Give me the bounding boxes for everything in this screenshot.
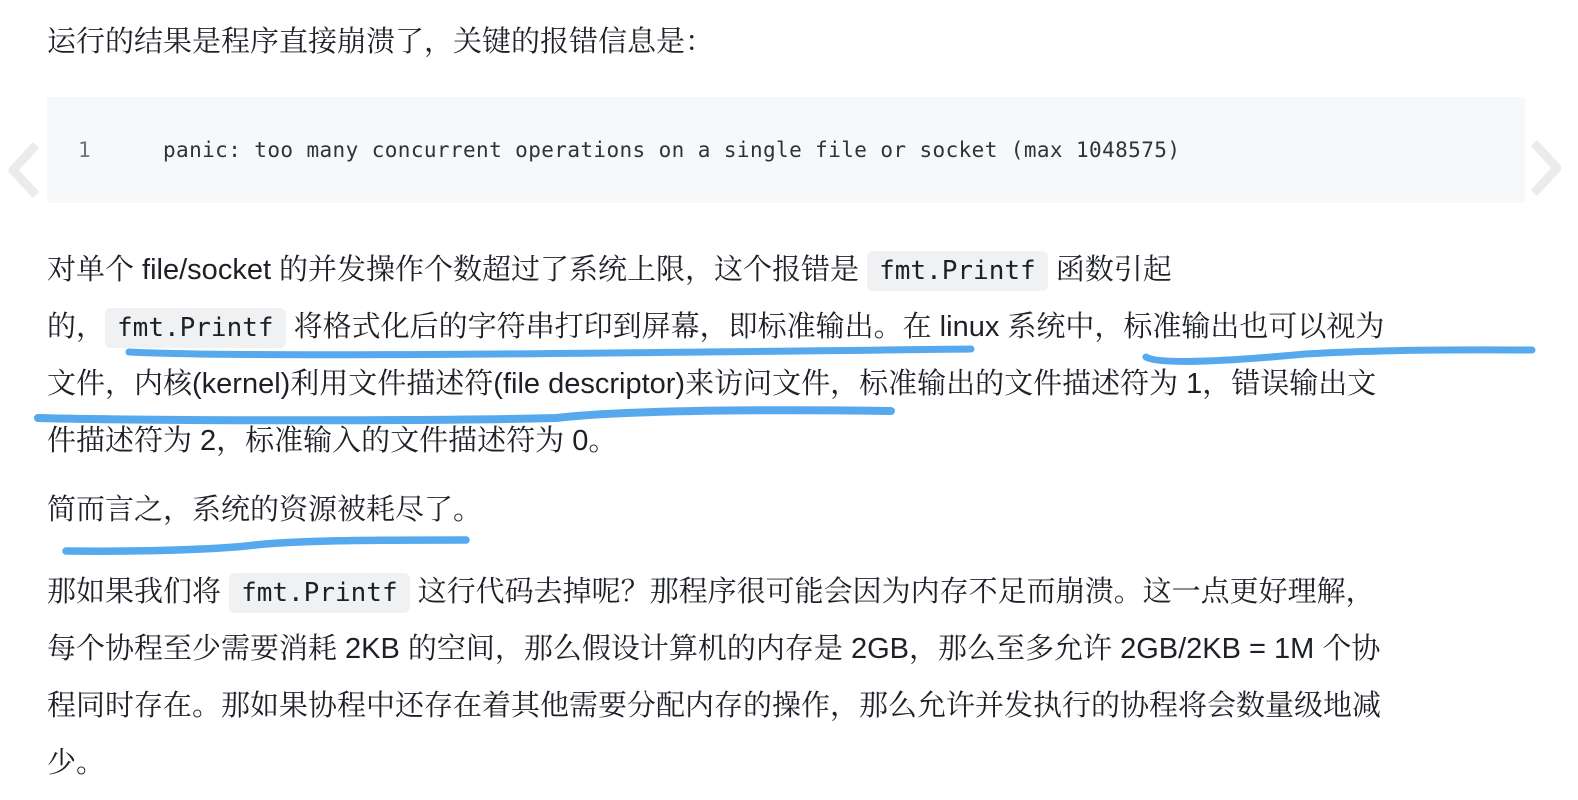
inline-code: fmt.Printf	[229, 573, 410, 613]
text-line	[47, 242, 1538, 299]
text-run: 的，	[47, 311, 106, 343]
text-run: 文件，内核(kernel)利用文件描述符(file descriptor)来访问文件，标准输出的文件描述符为 1，错误输出文	[47, 368, 1377, 400]
inline-code: fmt.Printf	[867, 251, 1048, 291]
text-line	[47, 413, 1538, 470]
text-run: 每个协程至少需要消耗 2KB 的空间，那么假设计算机的内存是 2GB，那么至多允许 2GB/2KB = 1M 个协	[47, 633, 1381, 665]
text-line	[47, 678, 1538, 735]
text-run: 将格式化后的字符串打印到屏幕，即标准输出。在 linux 系统中，标准输出也可以视为	[285, 311, 1385, 343]
text-line	[47, 14, 1538, 71]
code-line-number: 1	[78, 138, 91, 162]
paragraph-memory	[47, 564, 1538, 792]
chevron-left-icon	[2, 139, 46, 201]
text-run: 函数引起	[1047, 254, 1172, 286]
code-block	[47, 97, 1525, 203]
paragraph-intro	[47, 14, 1538, 71]
text-run: 简而言之，系统的资源被耗尽了。	[47, 494, 483, 526]
text-line	[47, 356, 1538, 413]
inline-code: fmt.Printf	[105, 308, 286, 348]
next-code-button[interactable]	[1524, 137, 1568, 199]
text-line	[47, 299, 1538, 356]
text-line	[47, 482, 1538, 539]
text-run: 对单个 file/socket 的并发操作个数超过了系统上限，这个报错是	[47, 254, 868, 286]
text-line	[47, 621, 1538, 678]
text-line	[47, 564, 1538, 621]
text-run: 少。	[47, 747, 106, 779]
text-run: 件描述符为 2，标准输入的文件描述符为 0。	[47, 425, 618, 457]
chevron-right-icon	[1524, 137, 1568, 199]
paragraph-explain	[47, 242, 1538, 470]
text-run: 这行代码去掉呢？那程序很可能会因为内存不足而崩溃。这一点更好理解，	[409, 576, 1375, 608]
text-run: 程同时存在。那如果协程中还存在着其他需要分配内存的操作，那么允许并发执行的协程将会数量级地减	[47, 690, 1382, 722]
prev-code-button[interactable]	[2, 139, 46, 201]
paragraph-summary	[47, 482, 1538, 539]
text-run: 那如果我们将	[47, 576, 230, 608]
code-line: panic: too many concurrent operations on a single file or socket (max 1048575)	[163, 138, 1181, 162]
text-run: 运行的结果是程序直接崩溃了，关键的报错信息是：	[47, 26, 715, 58]
text-line	[47, 735, 1538, 792]
code-block-wrapper	[47, 97, 1538, 203]
